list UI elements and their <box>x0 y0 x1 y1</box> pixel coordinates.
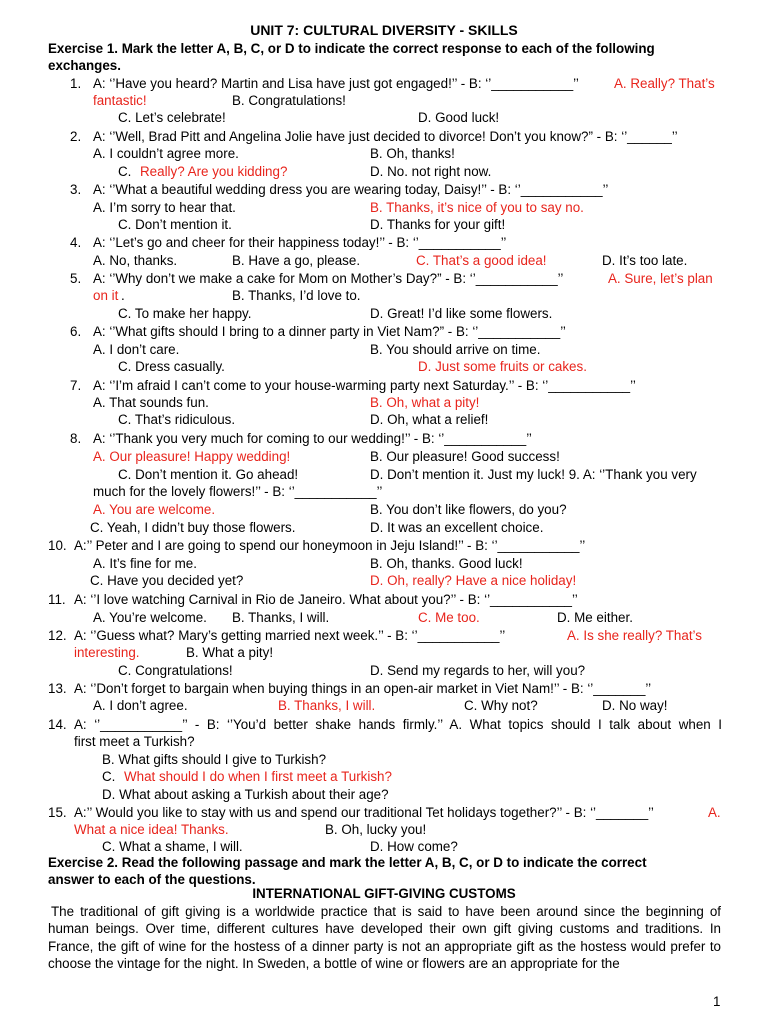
answer-c: C. Don’t mention it. <box>118 217 232 232</box>
answer-b: B. Oh, thanks! <box>370 146 455 161</box>
answer-b: B. You don’t like flowers, do you? <box>370 502 567 517</box>
question-number: 11. <box>48 592 66 607</box>
answer-a: A. You are welcome. <box>93 502 216 517</box>
answer-b: B. Thanks, I will. <box>278 698 376 713</box>
answer-c: Really? Are you kidding? <box>140 164 288 179</box>
answer-d: D. How come? <box>370 839 458 854</box>
answer-a-cont: on it <box>93 288 119 303</box>
answer-b: B. Our pleasure! Good success! <box>370 449 560 464</box>
answer-b: B. Thanks, I will. <box>232 610 330 625</box>
passage-text: The traditional of gift giving is a worldwide practice that is said to have been around since the beginning of human beings. Over time, different cultures have developed their own gift giving customs and traditions. In France, the gift of wine for the hostess of a dinner party is not an appropriate gift as the hostess would prefer to choose the vintage for the night. In Sweden, a bottle of wine or flowers are an appropriate for the <box>48 904 721 972</box>
answer-b: B. Have a go, please. <box>232 253 361 268</box>
answer-c-letter: C. <box>118 164 132 179</box>
answer-a: A. You’re welcome. <box>93 610 207 625</box>
answer-b: B. Thanks, it’s nice of you to say no. <box>370 200 584 215</box>
question-stem: A: ‘’I love watching Carnival in Rio de Janeiro. What about you?’’ - B: ‘’___________’’ <box>74 592 578 607</box>
question-number: 13. <box>48 681 67 696</box>
question-stem: A: ‘’Why don’t we make a cake for Mom on Mother’s Day?” - B: ‘’___________’’ <box>93 271 564 286</box>
question-number: 6. <box>70 324 82 339</box>
answer-b: B. You should arrive on time. <box>370 342 541 357</box>
question-stem: A: ‘’Thank you very much for coming to our wedding!’’ - B: ‘’___________’’ <box>93 431 532 446</box>
answer-d: D. Me either. <box>557 610 633 625</box>
question-stem: A: ‘’What a beautiful wedding dress you are wearing today, Daisy!’’ - B: ‘’___________’’ <box>93 182 609 197</box>
answer-d: D. Don’t mention it. Just my luck! 9. A: ‘’Thank you very <box>370 467 697 482</box>
answer-a: A. Really? That’s <box>614 76 715 91</box>
answer-c: C. Let’s celebrate! <box>118 110 226 125</box>
answer-d: D. Good luck! <box>418 110 500 125</box>
answer-a-cont: fantastic! <box>93 93 147 108</box>
answer-c: C. That’s ridiculous. <box>118 412 236 427</box>
answer-d: D. Oh, really? Have a nice holiday! <box>370 573 577 588</box>
answer-c: C. Have you decided yet? <box>90 573 244 588</box>
page-title: UNIT 7: CULTURAL DIVERSITY - SKILLS <box>250 22 518 38</box>
question-number: 8. <box>70 431 82 446</box>
answer-a-period: . <box>121 288 125 303</box>
answer-b: B. Oh, thanks. Good luck! <box>370 556 523 571</box>
answer-d: D. Thanks for your gift! <box>370 217 506 232</box>
answer-a-cont: What a nice idea! Thanks. <box>74 822 229 837</box>
answer-a: A. I couldn’t agree more. <box>93 146 239 161</box>
question-stem: A: ‘’What gifts should I bring to a dinner party in Viet Nam?” - B: ‘’___________’’ <box>93 324 566 339</box>
answer-c: C. Me too. <box>418 610 480 625</box>
answer-d: D. No way! <box>602 698 668 713</box>
answer-c: C. Congratulations! <box>118 663 233 678</box>
exercise1-instruction: Exercise 1. Mark the letter A, B, C, or D to indicate the correct response to each of the following <box>48 41 655 56</box>
question-number: 10. <box>48 538 67 553</box>
answer-a: A. No, thanks. <box>93 253 178 268</box>
exercise2-instruction: Exercise 2. Read the following passage and mark the letter A, B, C, or D to indicate the correct <box>48 855 647 870</box>
answer-b: B. What a pity! <box>186 645 274 660</box>
question-number: 7. <box>70 378 82 393</box>
question-number: 1. <box>70 76 82 91</box>
question-stem: A: ‘’I’m afraid I can’t come to your house-warming party next Saturday.’’ - B: ‘’___________’’ <box>93 378 636 393</box>
answer-b: B. Thanks, I’d love to. <box>232 288 361 303</box>
question-stem: A: ‘’___________’’ - B: ‘’You’d better shake hands firmly.’’ A. What topics should I talk about when I <box>74 717 722 732</box>
question-number: 5. <box>70 271 82 286</box>
question-stem: A: ‘’Guess what? Mary’s getting married next week.’’ - B: ‘’___________’’ <box>74 628 506 643</box>
question-number: 3. <box>70 182 82 197</box>
question-stem: A: ‘’Let’s go and cheer for their happiness today!’’ - B: ‘’___________’’ <box>93 235 507 250</box>
question-number: 2. <box>70 129 82 144</box>
answer-a: A. I’m sorry to hear that. <box>93 200 236 215</box>
answer-a-cont: interesting. <box>74 645 140 660</box>
answer-b: B. Oh, lucky you! <box>325 822 427 837</box>
answer-c: C. What a shame, I will. <box>102 839 243 854</box>
question-stem: A: ‘’Have you heard? Martin and Lisa have just got engaged!’’ - B: ‘’___________’’ <box>93 76 579 91</box>
answer-d: D. Oh, what a relief! <box>370 412 489 427</box>
passage-heading: INTERNATIONAL GIFT-GIVING CUSTOMS <box>252 886 516 901</box>
answer-b: B. Oh, what a pity! <box>370 395 480 410</box>
question-stem: A:’’ Would you like to stay with us and spend our traditional Tet holidays together?’’ - B: ‘’_______’’ <box>74 805 654 820</box>
answer-c: C. Dress casually. <box>118 359 225 374</box>
answer-d: D. No. not right now. <box>370 164 492 179</box>
answer-a: A. Is she really? That’s <box>567 628 702 643</box>
question-number: 14. <box>48 717 67 732</box>
answer-a: A. Our pleasure! Happy wedding! <box>93 449 291 464</box>
answer-a: A. It’s fine for me. <box>93 556 197 571</box>
answer-c: C. Why not? <box>464 698 538 713</box>
answer-d: D. Send my regards to her, will you? <box>370 663 586 678</box>
answer-c: C. Yeah, I didn’t buy those flowers. <box>90 520 296 535</box>
answer-a: A. I don’t agree. <box>93 698 188 713</box>
question-stem: A: ‘’Don’t forget to bargain when buying things in an open-air market in Viet Nam!’’ - B: ‘’_______’’ <box>74 681 652 696</box>
question-number: 15. <box>48 805 67 820</box>
exercise2-instruction-cont: answer to each of the questions. <box>48 872 256 887</box>
question-stem: A: ‘’Well, Brad Pitt and Angelina Jolie have just decided to divorce! Don’t you know?” - B: ‘’______’’ <box>93 129 678 144</box>
answer-d: D. It’s too late. <box>602 253 688 268</box>
question-stem-q9: much for the lovely flowers!’’ - B: ‘’___________’’ <box>93 484 383 499</box>
answer-d: D. Just some fruits or cakes. <box>418 359 587 374</box>
answer-c: C. Don’t mention it. Go ahead! <box>118 467 299 482</box>
answer-d: D. What about asking a Turkish about their age? <box>102 787 389 802</box>
answer-c: C. To make her happy. <box>118 306 252 321</box>
answer-c: What should I do when I first meet a Turkish? <box>124 769 392 784</box>
answer-b: B. Congratulations! <box>232 93 346 108</box>
answer-b: B. What gifts should I give to Turkish? <box>102 752 327 767</box>
answer-a: A. <box>708 805 721 820</box>
exercise1-instruction-cont: exchanges. <box>48 58 121 73</box>
answer-c-letter: C. <box>102 769 116 784</box>
question-number: 12. <box>48 628 67 643</box>
question-stem-cont: first meet a Turkish? <box>74 734 195 749</box>
page-number: 1 <box>713 994 721 1009</box>
answer-d: D. It was an excellent choice. <box>370 520 544 535</box>
answer-d: D. Great! I’d like some flowers. <box>370 306 553 321</box>
answer-a: A. I don’t care. <box>93 342 180 357</box>
answer-c: C. That’s a good idea! <box>416 253 547 268</box>
question-number: 4. <box>70 235 82 250</box>
question-stem: A:’’ Peter and I are going to spend our honeymoon in Jeju Island!’’ - B: ‘’___________’’ <box>74 538 586 553</box>
answer-a: A. That sounds fun. <box>93 395 209 410</box>
answer-a: A. Sure, let’s plan <box>608 271 713 286</box>
